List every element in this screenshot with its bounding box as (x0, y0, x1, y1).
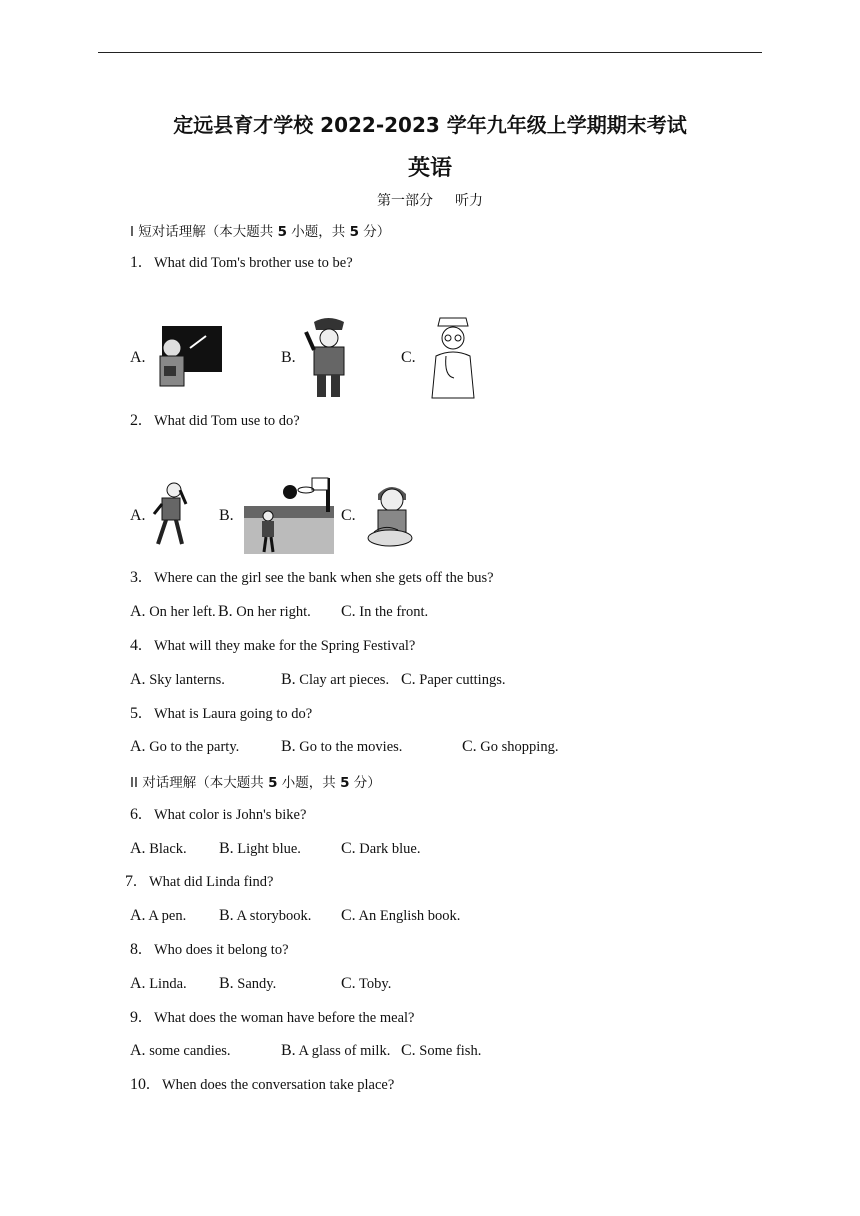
police-officer-icon (302, 314, 354, 400)
q7-option-b[interactable]: B. A storybook. (219, 907, 312, 924)
q5-option-a[interactable]: A. Go to the party. (130, 738, 240, 755)
q9-option-c[interactable]: C. Some fish. (401, 1042, 482, 1059)
q5-option-c[interactable]: C. Go shopping. (462, 738, 559, 755)
playing-basketball-icon (244, 476, 334, 554)
question-10: 10. When does the conversation take place? (130, 1076, 395, 1093)
part-heading (0, 190, 860, 210)
q4-option-b[interactable]: B. Clay art pieces. (281, 671, 390, 688)
q6-option-c[interactable]: C. Dark blue. (341, 840, 421, 857)
q1-option-c-letter[interactable]: C. (401, 349, 416, 366)
q7-option-a[interactable]: A. A pen. (130, 907, 187, 924)
q2-option-b-letter[interactable]: B. (219, 507, 234, 524)
doctor-icon (424, 316, 482, 400)
washing-clothes-icon (364, 480, 420, 550)
q8-option-c[interactable]: C. Toby. (341, 975, 392, 992)
q3-option-c[interactable]: C. In the front. (341, 603, 429, 620)
q2-option-a-letter[interactable]: A. (130, 507, 146, 524)
doing-exercises-icon (150, 482, 190, 548)
q7-option-c[interactable]: C. An English book. (341, 907, 461, 924)
question-1: 1. What did Tom's brother use to be? (130, 254, 353, 271)
q3-option-b[interactable]: B. On her right. (218, 603, 311, 620)
q4-option-a[interactable]: A. Sky lanterns. (130, 671, 225, 688)
question-9: 9. What does the woman have before the meal? (130, 1009, 415, 1026)
question-3: 3. Where can the girl see the bank when she gets off the bus? (130, 569, 494, 586)
q5-option-b[interactable]: B. Go to the movies. (281, 738, 403, 755)
q6-option-a[interactable]: A. Black. (130, 840, 187, 857)
q4-option-c[interactable]: C. Paper cuttings. (401, 671, 506, 688)
q3-option-a[interactable]: A. On her left. (130, 603, 216, 620)
section-1-heading: I 短对话理解（本大题共 5 小题，共 5 分） (130, 224, 391, 240)
q1-option-a-letter[interactable]: A. (130, 349, 146, 366)
q8-option-a[interactable]: A. Linda. (130, 975, 187, 992)
q8-option-b[interactable]: B. Sandy. (219, 975, 277, 992)
part-number: 第一部分 (377, 193, 433, 209)
header-rule (98, 52, 762, 53)
q1-option-b-letter[interactable]: B. (281, 349, 296, 366)
q6-option-b[interactable]: B. Light blue. (219, 840, 301, 857)
question-5: 5. What is Laura going to do? (130, 705, 313, 722)
subject-title: 英语 (407, 156, 452, 181)
exam-title: 定远县育才学校 2022-2023 学年九年级上学期期末考试 (173, 113, 687, 137)
q9-option-b[interactable]: B. A glass of milk. (281, 1042, 391, 1059)
question-7: 7. What did Linda find? (125, 873, 274, 890)
part-name: 听力 (455, 193, 483, 209)
teacher-at-blackboard-icon (154, 326, 224, 390)
q9-option-a[interactable]: A. some candies. (130, 1042, 231, 1059)
question-2: 2. What did Tom use to do? (130, 412, 300, 429)
question-4: 4. What will they make for the Spring Festival? (130, 637, 416, 654)
question-8: 8. Who does it belong to? (130, 941, 289, 958)
q2-option-c-letter[interactable]: C. (341, 507, 356, 524)
section-2-heading: II 对话理解（本大题共 5 小题，共 5 分） (130, 775, 381, 791)
question-6: 6. What color is John's bike? (130, 806, 307, 823)
